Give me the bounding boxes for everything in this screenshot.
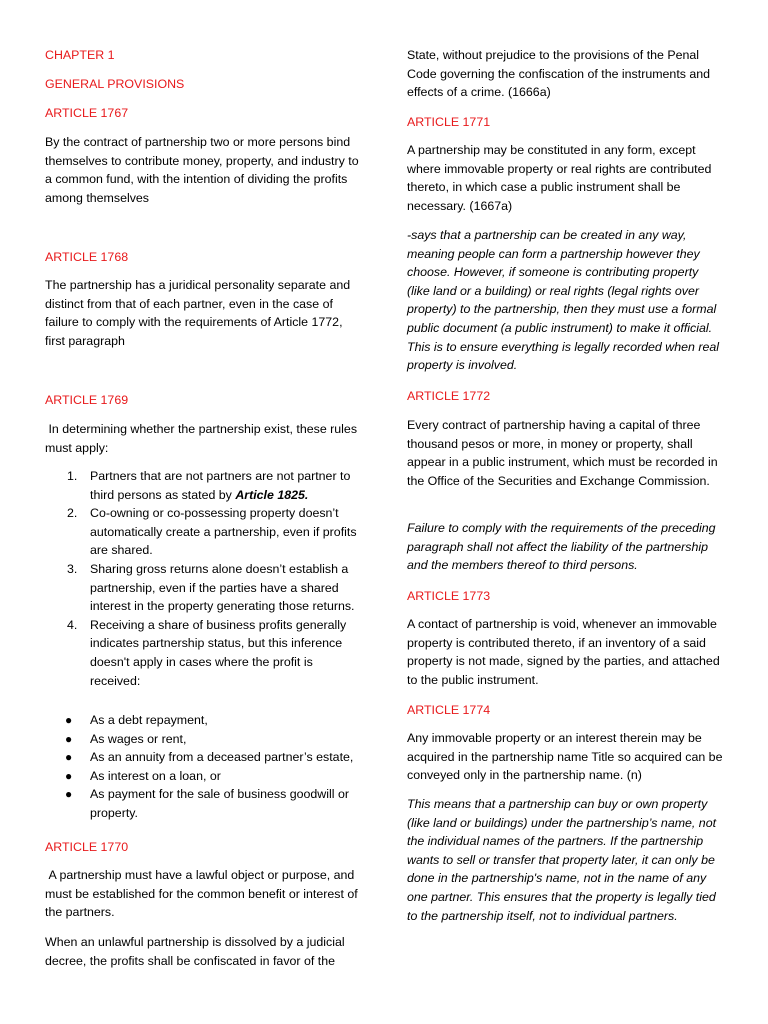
- article-1773-text: A contact of partnership is void, whenever an immovable property is contributed thereto, if an inventory of a said property is not made, signed by the parties, and attached to the public instrument.: [407, 617, 720, 687]
- profit-exceptions-list: [45, 711, 365, 823]
- chapter-heading: CHAPTER 1: [45, 48, 115, 62]
- article-1770-text-2: When an unlawful partnership is dissolved by a judicial decree, the profits shall be confiscated in favor of the: [45, 935, 345, 968]
- list-item: ● As wages or rent,: [45, 730, 365, 749]
- list-item: 4. Receiving a share of business profits generally indicates partnership status, but this inference doesn't apply in cases where the profit is received:: [67, 617, 347, 688]
- article-1825-reference: Article 1825.: [235, 487, 309, 502]
- bullet-icon: ●: [65, 787, 73, 802]
- article-1770-text-1: A partnership must have a lawful object or purpose, and must be established for the common benefit or interest of the partners.: [45, 868, 362, 920]
- article-1769-intro: In determining whether the partnership exist, these rules must apply:: [45, 422, 361, 455]
- article-1771-text: A partnership may be constituted in any form, except where immovable property or real rights are contributed thereto, in which case a public instrument shall be necessary. (1667a): [407, 143, 712, 213]
- bullet-icon: ●: [65, 750, 73, 765]
- list-item: 1. Partners that are not partners are not partner to third persons as stated by Article 1825.: [67, 469, 351, 502]
- article-1773-heading: ARTICLE 1773: [407, 589, 491, 603]
- article-1772-heading: ARTICLE 1772: [407, 389, 491, 403]
- list-item: ● As a debt repayment,: [45, 711, 365, 730]
- bullet-icon: ●: [65, 713, 73, 727]
- article-1769-rules-list: [45, 467, 365, 690]
- article-1768-text: The partnership has a juridical personality separate and distinct from that of each partner, even in the case of failure to comply with the requirements of Article 1772, first paragraph: [45, 278, 351, 348]
- article-1771-explanation: -says that a partnership can be created in any way, meaning people can form a partnership however they choose. However, if someone is contributing property (like land or a building) or real rights (legal rights over property) to the partnership, then they must use a formal public document (a public instrument) to make it official. This is to ensure everything is legally recorded when real property is involved.: [407, 228, 719, 373]
- list-item: 2. Co-owning or co-possessing property doesn’t automatically create a partnership, even if profits are shared.: [67, 506, 357, 558]
- article-1771-heading: ARTICLE 1771: [407, 115, 491, 129]
- article-1774-heading: ARTICLE 1774: [407, 703, 491, 717]
- list-item: 3. Sharing gross returns alone doesn’t establish a partnership, even if the parties have a shared interest in the property generating those returns.: [67, 561, 355, 614]
- article-1774-explanation: This means that a partnership can buy or own property (like land or buildings) under the partnership’s name, not the individual names of the partners. If the partnership wants to sell or transfer that property later, it can only be done in the partnership's name, not in the name of any one partner. This ensures that the property is legally tied to the partnership itself, not to individual partners.: [407, 797, 717, 923]
- bullet-icon: ●: [65, 768, 73, 783]
- article-1772-text: Every contract of partnership having a capital of three thousand pesos or more, in money or property, shall appear in a public instrument, which must be recorded in the Office of the Securities and Exchange Commission.: [407, 418, 718, 488]
- article-1772-note: Failure to comply with the requirements of the preceding paragraph shall not affect the liability of the partnership and the members thereof to third persons.: [407, 521, 716, 573]
- article-1770-continuation: State, without prejudice to the provisions of the Penal Code governing the confiscation of the instruments and effects of a crime. (1666a): [407, 48, 711, 100]
- article-1770-heading: ARTICLE 1770: [45, 840, 129, 854]
- article-1767-text: By the contract of partnership two or more persons bind themselves to contribute money, property, and industry to a common fund, with the intention of dividing the profits among themselves: [45, 135, 359, 205]
- article-1767-heading: ARTICLE 1767: [45, 106, 129, 120]
- bullet-icon: ●: [65, 731, 73, 746]
- list-item: ● As payment for the sale of business goodwill or property.: [65, 787, 349, 820]
- list-item: ● As interest on a loan, or: [45, 767, 365, 786]
- article-1768-heading: ARTICLE 1768: [45, 250, 129, 264]
- article-1769-heading: ARTICLE 1769: [45, 393, 129, 407]
- list-item: ● As an annuity from a deceased partner’s estate,: [45, 748, 365, 767]
- general-provisions-heading: GENERAL PROVISIONS: [45, 77, 185, 91]
- article-1774-text: Any immovable property or an interest therein may be acquired in the partnership name Title so acquired can be conveyed only in the partnership name. (n): [407, 731, 723, 783]
